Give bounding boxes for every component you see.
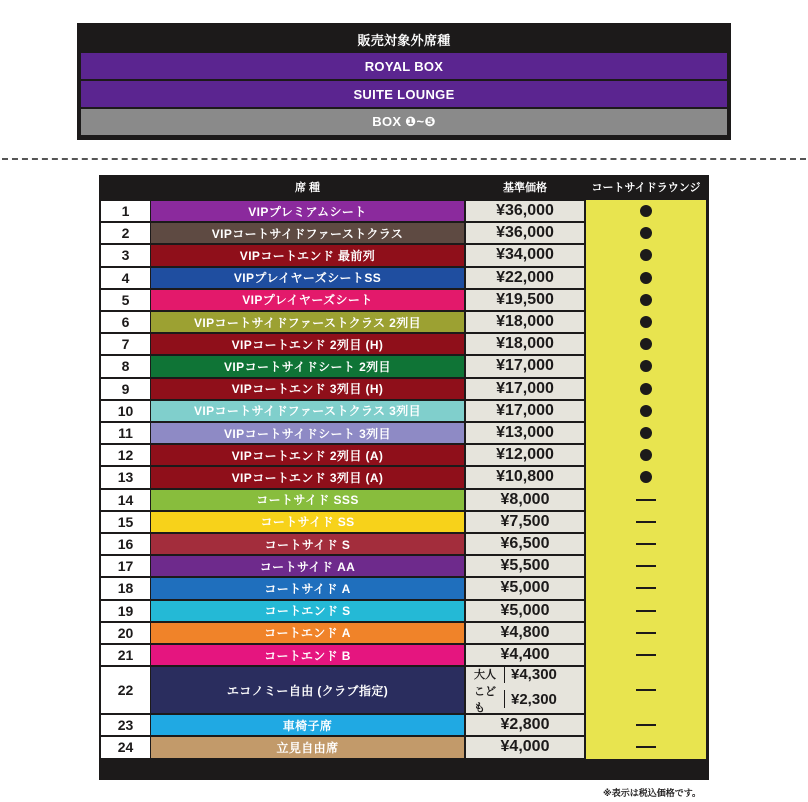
seat-name: コートサイド S — [151, 534, 464, 554]
lounge-cell — [586, 577, 706, 599]
seat-price: ¥36,000 — [466, 223, 584, 243]
table-row — [99, 422, 709, 444]
seat-name: VIPプレイヤーズシートSS — [151, 268, 464, 288]
price-value: ¥4,300 — [511, 665, 557, 683]
table-row — [99, 644, 709, 666]
table-row — [99, 200, 709, 222]
lounge-cell — [586, 400, 706, 422]
lounge-cell — [586, 222, 706, 244]
seat-name: 車椅子席 — [151, 715, 464, 735]
row-number: 22 — [101, 667, 150, 713]
price-divider — [504, 665, 505, 683]
price-value: ¥2,300 — [511, 690, 557, 708]
row-number: 15 — [101, 512, 150, 532]
lounge-cell — [586, 600, 706, 622]
row-number: 17 — [101, 556, 150, 576]
seat-name: VIPコートサイドシート 2列目 — [151, 356, 464, 376]
lounge-included-dot-icon — [640, 427, 652, 439]
price-line — [466, 683, 584, 715]
lounge-included-dot-icon — [640, 449, 652, 461]
table-row — [99, 600, 709, 622]
lounge-included-dot-icon — [640, 227, 652, 239]
table-header — [99, 175, 709, 199]
table-row — [99, 311, 709, 333]
seat-name: VIPコートエンド 最前列 — [151, 245, 464, 265]
lounge-not-included-dash-icon — [636, 689, 656, 691]
row-number: 23 — [101, 715, 150, 735]
table-row — [99, 533, 709, 555]
seat-price: ¥13,000 — [466, 423, 584, 443]
row-number: 3 — [101, 245, 150, 265]
row-number: 1 — [101, 201, 150, 221]
row-number: 11 — [101, 423, 150, 443]
seat-price-table — [99, 175, 709, 780]
lounge-not-included-dash-icon — [636, 521, 656, 523]
seat-price — [466, 667, 584, 713]
table-row — [99, 511, 709, 533]
seat-name: VIPコートサイドシート 3列目 — [151, 423, 464, 443]
lounge-not-included-dash-icon — [636, 499, 656, 501]
table-row — [99, 466, 709, 488]
seat-price: ¥19,500 — [466, 290, 584, 310]
seat-price: ¥5,000 — [466, 601, 584, 621]
seat-name: VIPプレミアムシート — [151, 201, 464, 221]
table-row — [99, 444, 709, 466]
seat-price: ¥2,800 — [466, 715, 584, 735]
row-number: 18 — [101, 578, 150, 598]
seat-price: ¥10,800 — [466, 467, 584, 487]
table-row — [99, 378, 709, 400]
seat-name: エコノミー自由 (クラブ指定) — [151, 667, 464, 713]
row-number: 12 — [101, 445, 150, 465]
table-row — [99, 267, 709, 289]
seat-price: ¥22,000 — [466, 268, 584, 288]
lounge-cell — [586, 267, 706, 289]
excluded-box: BOX ❶~❺ — [81, 109, 727, 135]
lounge-cell — [586, 533, 706, 555]
lounge-cell — [586, 444, 706, 466]
lounge-included-dot-icon — [640, 272, 652, 284]
lounge-included-dot-icon — [640, 471, 652, 483]
excluded-header: 販売対象外席種 — [81, 25, 727, 53]
seat-name: コートエンド S — [151, 601, 464, 621]
lounge-cell — [586, 422, 706, 444]
seat-name: コートエンド A — [151, 623, 464, 643]
lounge-not-included-dash-icon — [636, 724, 656, 726]
seat-price: ¥8,000 — [466, 490, 584, 510]
dashed-divider — [2, 158, 806, 160]
seat-name: VIPコートエンド 2列目 (A) — [151, 445, 464, 465]
seat-name: VIPコートサイドファーストクラス — [151, 223, 464, 243]
row-number: 9 — [101, 379, 150, 399]
seat-price: ¥17,000 — [466, 356, 584, 376]
row-number: 10 — [101, 401, 150, 421]
seat-name: コートサイド A — [151, 578, 464, 598]
table-row — [99, 666, 709, 714]
table-row — [99, 222, 709, 244]
lounge-included-dot-icon — [640, 405, 652, 417]
row-number: 8 — [101, 356, 150, 376]
table-row — [99, 244, 709, 266]
price-label: 大人 — [474, 669, 496, 682]
row-number: 2 — [101, 223, 150, 243]
lounge-cell — [586, 489, 706, 511]
seat-price: ¥34,000 — [466, 245, 584, 265]
row-number: 4 — [101, 268, 150, 288]
lounge-cell — [586, 644, 706, 666]
row-number: 19 — [101, 601, 150, 621]
seat-price: ¥4,400 — [466, 645, 584, 665]
seat-price: ¥4,800 — [466, 623, 584, 643]
header-seat: 席 種 — [294, 182, 321, 194]
lounge-not-included-dash-icon — [636, 610, 656, 612]
seat-price: ¥7,500 — [466, 512, 584, 532]
table-row — [99, 622, 709, 644]
seat-price: ¥5,500 — [466, 556, 584, 576]
tax-note: ※表示は税込価格です。 — [603, 788, 702, 798]
lounge-not-included-dash-icon — [636, 632, 656, 634]
lounge-included-dot-icon — [640, 316, 652, 328]
table-row — [99, 714, 709, 736]
seat-name: VIPコートエンド 2列目 (H) — [151, 334, 464, 354]
table-row — [99, 555, 709, 577]
table-row — [99, 400, 709, 422]
seat-price: ¥5,000 — [466, 578, 584, 598]
lounge-included-dot-icon — [640, 205, 652, 217]
row-number: 7 — [101, 334, 150, 354]
seat-name: 立見自由席 — [151, 737, 464, 757]
row-number: 21 — [101, 645, 150, 665]
excluded-royal-box: ROYAL BOX — [81, 53, 727, 81]
lounge-not-included-dash-icon — [636, 587, 656, 589]
lounge-cell — [586, 714, 706, 736]
table-row — [99, 289, 709, 311]
seat-price: ¥18,000 — [466, 334, 584, 354]
seat-name: コートサイド SS — [151, 512, 464, 532]
lounge-included-dot-icon — [640, 294, 652, 306]
lounge-cell — [586, 378, 706, 400]
row-number: 20 — [101, 623, 150, 643]
price-line — [466, 665, 584, 683]
lounge-not-included-dash-icon — [636, 746, 656, 748]
seat-name: VIPコートエンド 3列目 (A) — [151, 467, 464, 487]
seat-name: コートサイド SSS — [151, 490, 464, 510]
seat-price: ¥17,000 — [466, 379, 584, 399]
lounge-cell — [586, 466, 706, 488]
row-number: 24 — [101, 737, 150, 757]
lounge-cell — [586, 311, 706, 333]
price-label: こども — [474, 686, 496, 715]
excluded-suite-lounge: SUITE LOUNGE — [81, 81, 727, 109]
seat-price: ¥17,000 — [466, 401, 584, 421]
row-number: 5 — [101, 290, 150, 310]
lounge-cell — [586, 622, 706, 644]
lounge-cell — [586, 555, 706, 577]
seat-name: VIPコートエンド 3列目 (H) — [151, 379, 464, 399]
lounge-cell — [586, 511, 706, 533]
seat-price: ¥36,000 — [466, 201, 584, 221]
lounge-cell — [586, 244, 706, 266]
header-price: 基準価格 — [503, 182, 547, 194]
lounge-cell — [586, 666, 706, 714]
row-number: 13 — [101, 467, 150, 487]
row-number: 16 — [101, 534, 150, 554]
lounge-not-included-dash-icon — [636, 543, 656, 545]
lounge-included-dot-icon — [640, 249, 652, 261]
lounge-included-dot-icon — [640, 338, 652, 350]
lounge-not-included-dash-icon — [636, 654, 656, 656]
seat-name: VIPプレイヤーズシート — [151, 290, 464, 310]
row-number: 14 — [101, 490, 150, 510]
seat-price: ¥4,000 — [466, 737, 584, 757]
lounge-cell — [586, 289, 706, 311]
seat-name: VIPコートサイドファーストクラス 3列目 — [151, 401, 464, 421]
lounge-not-included-dash-icon — [636, 565, 656, 567]
lounge-included-dot-icon — [640, 360, 652, 372]
seat-price: ¥12,000 — [466, 445, 584, 465]
seat-price: ¥6,500 — [466, 534, 584, 554]
table-row — [99, 355, 709, 377]
table-row — [99, 333, 709, 355]
lounge-cell — [586, 355, 706, 377]
seat-name: コートエンド B — [151, 645, 464, 665]
excluded-seat-box — [77, 23, 731, 140]
seat-price: ¥18,000 — [466, 312, 584, 332]
price-divider — [504, 690, 505, 708]
row-number: 6 — [101, 312, 150, 332]
seat-name: VIPコートサイドファーストクラス 2列目 — [151, 312, 464, 332]
seat-name: コートサイド AA — [151, 556, 464, 576]
lounge-cell — [586, 333, 706, 355]
header-lounge: コートサイドラウンジ — [591, 182, 701, 194]
lounge-cell — [586, 736, 706, 758]
lounge-cell — [586, 200, 706, 222]
table-row — [99, 736, 709, 758]
table-row — [99, 577, 709, 599]
table-row — [99, 489, 709, 511]
lounge-included-dot-icon — [640, 383, 652, 395]
